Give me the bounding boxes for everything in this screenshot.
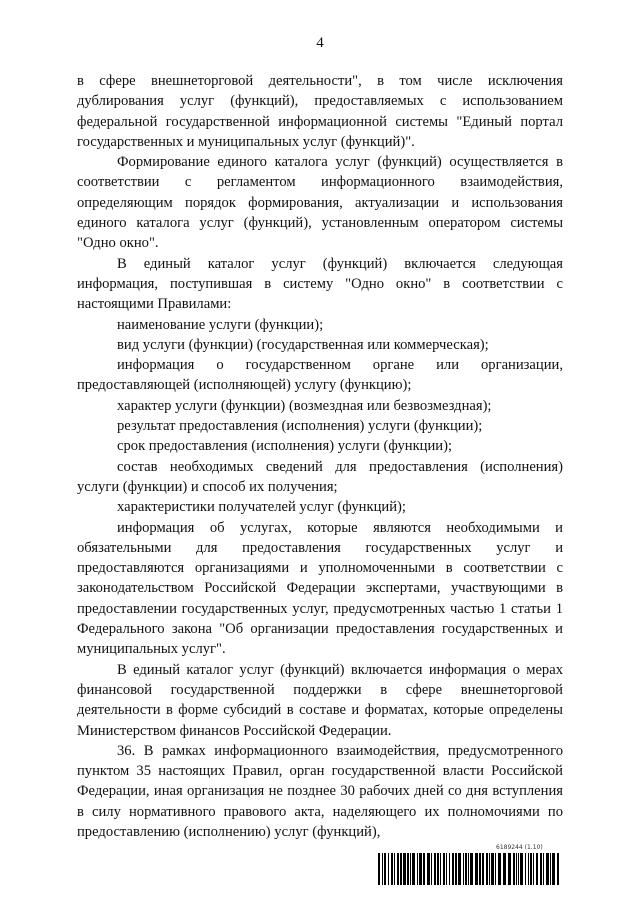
barcode-bar (427, 853, 430, 885)
barcode-bar (475, 853, 478, 885)
barcode-bar (434, 853, 436, 885)
barcode-bar (518, 853, 519, 885)
paragraph: Формирование единого каталога услуг (функций) осуществляется в соответствии с регламентом информационного взаимодействия, определяющим порядок формирования, актуализации и использования единого каталога услуг (функций), установленным оператором системы "Одно окно". (77, 154, 563, 252)
barcode-bar (530, 853, 532, 885)
barcode-bar (486, 853, 488, 885)
barcode-bar (513, 853, 515, 885)
document-body (77, 71, 563, 842)
barcode-bar (495, 853, 496, 885)
barcode-bar (508, 853, 511, 885)
barcode-bar (557, 853, 559, 885)
barcode-bar (455, 853, 457, 885)
barcode-bar (543, 853, 544, 885)
paragraph: вид услуги (функции) (государственная или коммерческая); (117, 336, 489, 353)
barcode-bar (525, 853, 526, 885)
barcode-bar (443, 853, 445, 885)
barcode-bar (458, 853, 461, 885)
barcode-bar (468, 853, 469, 885)
barcode-bar (378, 853, 380, 885)
barcode-bar (482, 853, 484, 885)
barcode-bar (388, 853, 389, 885)
barcode-bar (403, 853, 406, 885)
barcode-bar (479, 853, 481, 885)
barcode-bar (384, 853, 386, 885)
barcode-bar (452, 853, 454, 885)
barcode-bar (437, 853, 439, 885)
barcode-bar (516, 853, 517, 885)
paragraph: В единый каталог услуг (функций) включается информация о мерах финансовой государственной поддержки в сфере внешнеторговой деятельности в форме субсидий в составе и форматах, которые определены Министерством финансов Российской Федерации. (77, 661, 563, 739)
barcode-bar (470, 853, 473, 885)
paragraph: 36. В рамках информационного взаимодействия, предусмотренного пунктом 35 настоящих Правил, орган государственной власти Российской Федерации, иная организация не позднее 30 рабочих дней со дня вступления в силу нормативного правового акта, наделяющего их полномочиями по предоставлению (исполнению) услуг (функций), (77, 742, 563, 840)
paragraph: наименование услуги (функции); (117, 316, 324, 333)
barcode-bar (400, 853, 402, 885)
page-number: 4 (316, 35, 324, 51)
paragraph: в сфере внешнеторговой деятельности", в том числе исключения дублирования услуг (функций), предоставляемых с использованием федеральной государственной информационной системы "Единый портал государственных и муниципальных услуг (функций)". (77, 73, 563, 150)
barcode-bar (440, 853, 441, 885)
paragraph: информация об услугах, которые являются необходимыми и обязательными для предоставления государственных услуг и предоставляются организациями и уполномоченными в соответствии с законодательством Российской Федерации экспертами, участвующими в предоставлении государственных услуг, предусмотренных частью 1 статьи 1 Федерального закона "Об организации предоставления государственных и муниципальных услуг". (77, 519, 563, 658)
paragraph: характеристики получателей услуг (функций); (117, 499, 406, 516)
barcode-bar (491, 853, 494, 885)
barcode-bar (528, 853, 529, 885)
barcode-bar (417, 853, 418, 885)
barcode-bar (412, 853, 415, 885)
barcode-bar (423, 853, 425, 885)
barcode-bar (546, 853, 549, 885)
barcode-bar (503, 853, 506, 885)
barcode-id: 6189244 (1.10) (496, 844, 543, 851)
barcode-bar (550, 853, 551, 885)
barcode-bar (520, 853, 523, 885)
paragraph: срок предоставления (исполнения) услуги (функции); (117, 438, 453, 455)
paragraph: результат предоставления (исполнения) услуги (функции); (117, 418, 483, 435)
barcode-bar (449, 853, 450, 885)
paragraph: характер услуги (функции) (возмездная или безвозмездная); (117, 397, 492, 414)
barcode-bar (540, 853, 542, 885)
barcode-bar (498, 853, 501, 885)
barcode-bar (391, 853, 393, 885)
barcode-bar (407, 853, 409, 885)
barcode-bar (410, 853, 411, 885)
barcode-bar (552, 853, 555, 885)
barcode (378, 853, 562, 885)
barcode-bar (533, 853, 534, 885)
barcode-bar (431, 853, 432, 885)
paragraph: В единый каталог услуг (функций) включается следующая информация, поступившая в систему "Одно окно" в соответствии с настоящими Правилами: (77, 255, 563, 313)
barcode-bar (465, 853, 467, 885)
paragraph: состав необходимых сведений для предоставления (исполнения) услуги (функции) и способ их получения; (77, 458, 563, 495)
barcode-bar (382, 853, 383, 885)
barcode-bar (489, 853, 490, 885)
barcode-bar (397, 853, 399, 885)
barcode-bar (536, 853, 538, 885)
paragraph: информация о государственном органе или организации, предоставляющей (исполняющей) услугу (функцию); (77, 357, 563, 394)
barcode-bar (446, 853, 447, 885)
barcode-bar (419, 853, 422, 885)
barcode-bar (394, 853, 395, 885)
barcode-bar (463, 853, 464, 885)
